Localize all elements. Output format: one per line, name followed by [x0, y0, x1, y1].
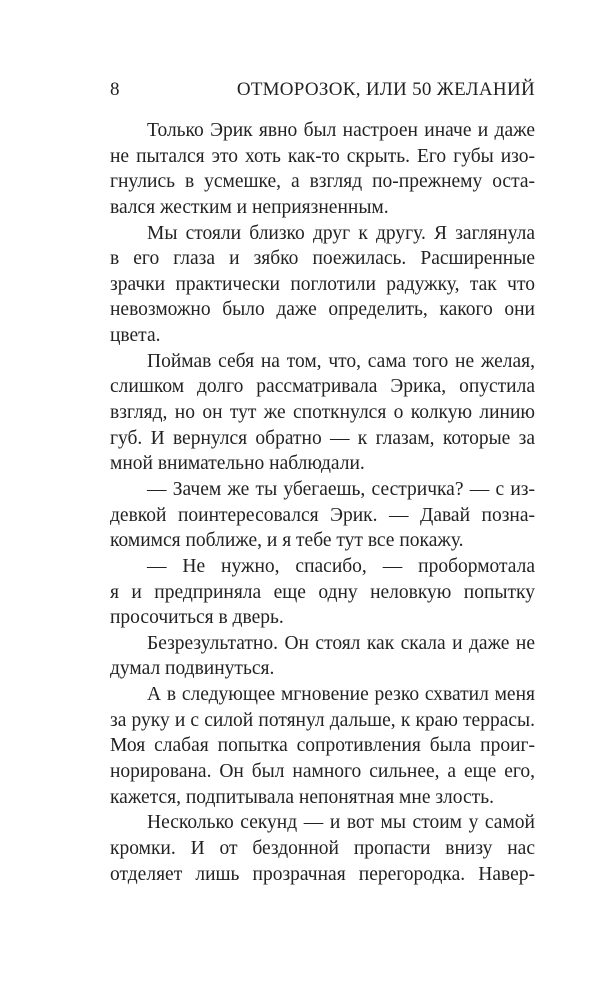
- text-line: — Не нужно, спасибо, — пробормотала: [147, 555, 535, 577]
- paragraph: [110, 477, 535, 554]
- text-line: зрачки практически поглотили радужку, так что: [110, 273, 535, 295]
- text-line: не пытался это хоть как-то скрыть. Его губы изо-: [110, 145, 535, 167]
- running-title: ОТМОРОЗОК, ИЛИ 50 ЖЕЛАНИЙ: [236, 79, 535, 100]
- text-line: за руку и с силой потянул дальше, к краю террасы.: [110, 709, 535, 731]
- text-line: невозможно было даже определить, какого они: [110, 299, 535, 321]
- text-line: просочиться в дверь.: [110, 607, 284, 629]
- text-line: в его глаза и зябко поежилась. Расширенные: [110, 248, 535, 270]
- text-line: губ. И вернулся обратно — к глазам, которые за: [110, 427, 535, 449]
- text-line: слишком долго рассматривала Эрика, опустила: [110, 376, 535, 398]
- paragraph: [110, 118, 535, 221]
- page-header: [110, 79, 535, 105]
- text-line: А в следующее мгновение резко схватил меня: [147, 684, 535, 706]
- text-line: вался жестким и неприязненным.: [110, 196, 389, 218]
- paragraph: [110, 810, 535, 887]
- text-line: Поймав себя на том, что, сама того не желая,: [147, 350, 535, 372]
- text-line: Мы стояли близко друг к другу. Я заглянула: [147, 222, 535, 244]
- text-line: Только Эрик явно был настроен иначе и даже: [147, 120, 535, 141]
- text-line: гнулись в усмешке, а взгляд по-прежнему оста-: [110, 171, 535, 193]
- text-line: кажется, подпитывала непонятная мне злость.: [110, 786, 494, 808]
- paragraph: [110, 631, 535, 682]
- text-line: я и предприняла еще одну неловкую попытку: [110, 581, 535, 603]
- paragraph: [110, 554, 535, 631]
- text-line: взгляд, но он тут же споткнулся о колкую линию: [110, 402, 535, 424]
- text-line: Безрезультатно. Он стоял как скала и даже не: [147, 632, 535, 654]
- text-line: Моя слабая попытка сопротивления была проиг-: [110, 735, 535, 757]
- text-line: Несколько секунд — и вот мы стоим у самой: [147, 812, 535, 834]
- text-line: комимся поближе, и я тебе тут все покажу.: [110, 530, 464, 552]
- page-number: 8: [110, 79, 120, 100]
- paragraph: [110, 349, 535, 477]
- paragraph: [110, 682, 535, 810]
- text-line: думал подвинуться.: [110, 658, 275, 680]
- text-line: цвета.: [110, 325, 161, 347]
- text-line: — Зачем же ты убегаешь, сестричка? — с из-: [147, 478, 535, 500]
- text-line: кромки. И от бездонной пропасти внизу нас: [110, 837, 535, 859]
- text-line: девкой поинтересовался Эрик. — Давай позна-: [110, 504, 535, 526]
- text-line: отделяет лишь прозрачная перегородка. Навер-: [110, 863, 535, 885]
- text-line: норирована. Он был намного сильнее, а еще его,: [110, 761, 535, 783]
- paragraph: [110, 221, 535, 349]
- body-text: [110, 118, 535, 887]
- text-line: мной внимательно наблюдали.: [110, 453, 365, 475]
